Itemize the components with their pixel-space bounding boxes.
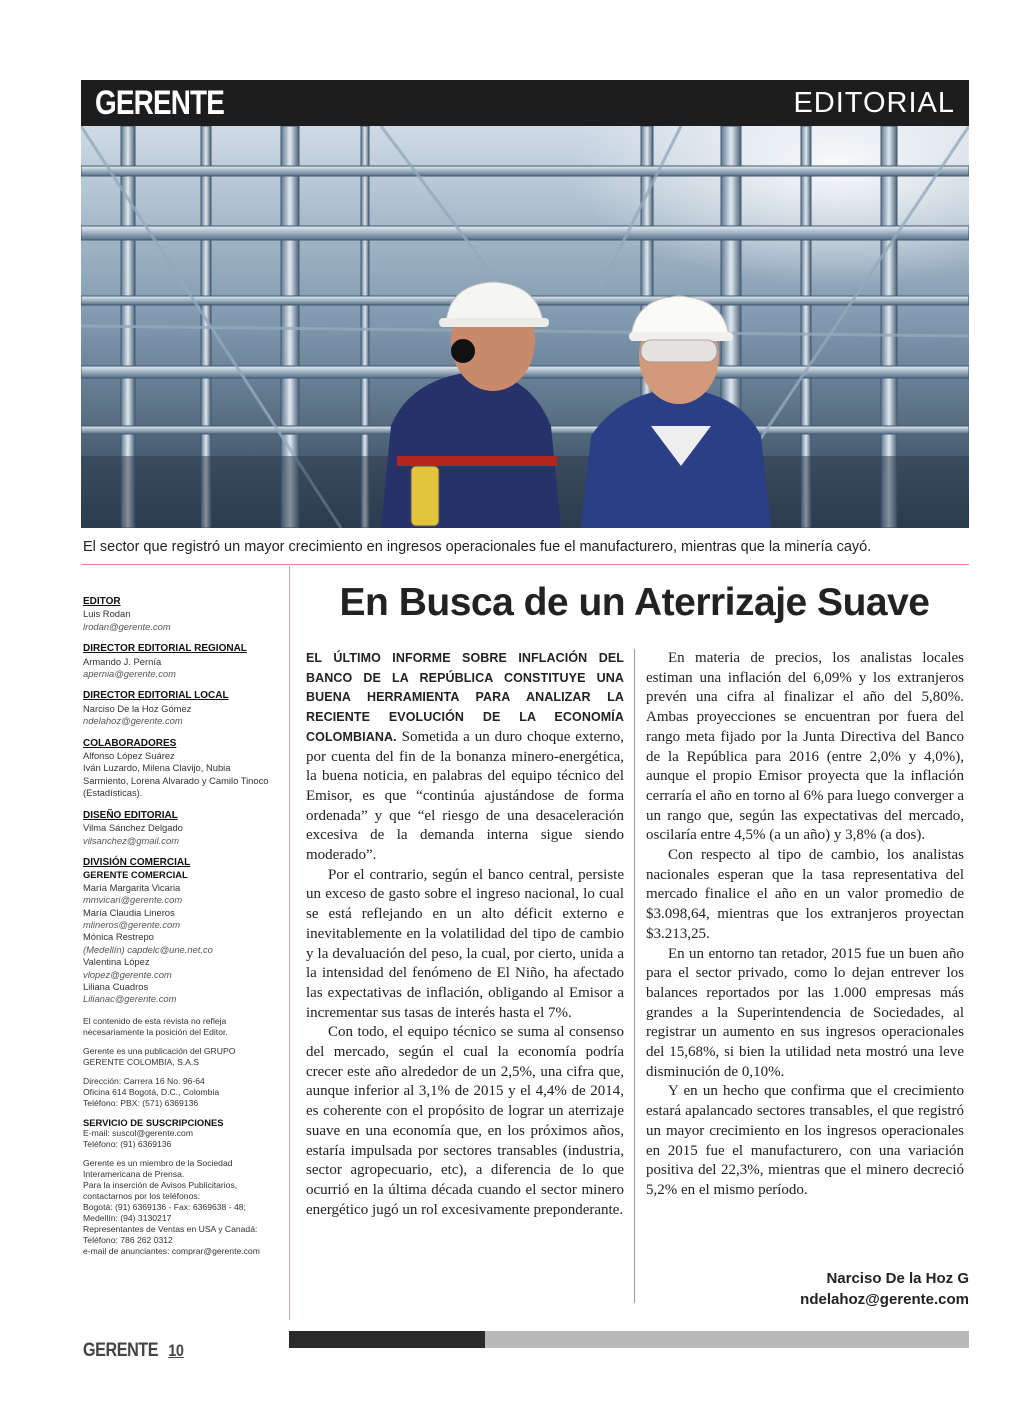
- footer-brand: GERENTE: [83, 1340, 159, 1361]
- colaboradores-line1: Alfonso López Suárez: [83, 750, 175, 762]
- article-paragraph-4: En materia de precios, los analistas locales estiman una inflación del 6,09% y los extranjeros prevén una cifra al finalizar el año del 5,80%. Ambas proyecciones se encuentran por fuera del rango meta fijado por la Junta Directiva del Banco de la República para 2016 (entre 2,0% y 4,0%), aunque el propio Emisor proyecta que la inflación cerraría el año en torno al 6% para luego converger a un rango que, según las expectativas del mercado, oscilaría entre 4,5% (a un año) y 3,8% (a dos).: [646, 650, 964, 844]
- masthead-director-regional: [83, 643, 275, 680]
- masthead-editor: [83, 596, 275, 633]
- contact-email: mlineros@gerente.com: [83, 918, 181, 930]
- masthead-diseno: [83, 810, 275, 847]
- suscripciones-phone: Teléfono: (91) 6369136: [83, 1138, 172, 1149]
- page-header: [81, 80, 969, 126]
- photo-caption: El sector que registró un mayor crecimiento en ingresos operacionales fue el manufacturero, mientras que la minería cayó.: [83, 539, 872, 555]
- diseno-name: Vilma Sánchez Delgado: [83, 822, 183, 834]
- publisher: Gerente es una publicación del GRUPO GERENTE COLOMBIA, S.A.S: [83, 1045, 236, 1067]
- colaboradores-heading: COLABORADORES: [83, 737, 177, 749]
- suscripciones-email: E-mail: suscol@gerente.com: [83, 1127, 193, 1138]
- contact-email: (Medellín) capdelc@une.net.co: [83, 943, 213, 955]
- author-signature: [800, 1268, 969, 1310]
- director-local-email: ndelahoz@gerente.com: [83, 715, 183, 727]
- refinery-workers-image: [81, 126, 969, 528]
- author-email: ndelahoz@gerente.com: [800, 1291, 969, 1308]
- masthead-colaboradores: [83, 738, 275, 800]
- column-divider: [634, 649, 635, 1303]
- disclaimer: El contenido de esta revista no refleja necesariamente la posición del Editor.: [83, 1015, 228, 1037]
- member-line: Gerente es un miembro de la Sociedad Interamericana de Prensa.: [83, 1157, 233, 1179]
- article-title: En Busca de un Aterrizaje Suave: [339, 581, 930, 624]
- article-p1-text: Sometida a un duro choque externo, por cuenta del fin de la bonanza minero-energética, la buena noticia, en palabras del equipo técnico del Emisor, es que “continúa ajustándose de forma ordenada” y que “el riesgo de una desaceleración excesiva de la demanda interna sigue siendo moderado”.: [306, 728, 624, 864]
- suscripciones-block: [83, 1117, 275, 1150]
- author-name: Narciso De la Hoz G: [826, 1270, 969, 1287]
- contact-name: Mónica Restrepo: [83, 931, 154, 943]
- article-paragraph-7: Y en un hecho que confirma que el crecimiento estará apalancado sectores transables, el que registró un mayor crecimiento en los ingresos operacionales en 2015 fue el manufacturero, con una variación positiva del 22,3%, mientras que el minero decreció 5,2% en el mismo período.: [646, 1083, 964, 1198]
- member-line: Representantes de Ventas en USA y Canadá:: [83, 1223, 258, 1234]
- member-line: Medellín: (94) 3130217: [83, 1212, 172, 1223]
- article-lead: EL ÚLTIMO INFORME SOBRE INFLACIÓN DEL BANCO DE LA REPÚBLICA CONSTITUYE UNA BUENA HERRAMIENTA PARA ANALIZAR LA RECIENTE EVOLUCIÓN DE LA ECONOMÍA COLOMBIANA.: [306, 651, 624, 744]
- magazine-brand: GERENTE: [95, 84, 225, 122]
- colaboradores-line2: Iván Luzardo, Milena Clavijo, Nubia Sarmiento, Lorena Alvarado y Camilo Tinoco (Estadísticas).: [83, 762, 269, 799]
- comercial-heading: DIVISIÓN COMERCIAL: [83, 856, 191, 868]
- article-paragraph-1: [306, 649, 624, 866]
- address-line: Teléfono: PBX: (571) 6369136: [83, 1097, 199, 1108]
- contact-name: María Margarita Vicaria: [83, 881, 181, 893]
- masthead-director-local: [83, 690, 275, 727]
- diseno-email: vilsanchez@gmail.com: [83, 834, 180, 846]
- masthead-comercial: [83, 857, 275, 1006]
- director-regional-email: apernia@gerente.com: [83, 668, 176, 680]
- masthead-sidebar: [83, 596, 275, 1265]
- member-block: [83, 1158, 275, 1257]
- page-number: 10: [168, 1341, 184, 1360]
- article-paragraph-3: Con todo, el equipo técnico se suma al consenso del mercado, según el cual la economía podría crecer este año alrededor de un 2,5%, una cifra que, aunque inferior al 3,1% de 2015 y el 4,4% de 2014, es coherente con el propósito de lograr un aterrizaje suave en una economía que, en los próximos años, estaría impulsada por sectores transables (industria, sector agropecuario, etc), a diferencia de lo que ocurrió en la última década cuando el sector minero energético jugó un rol excesivamente preponderante.: [306, 1024, 624, 1218]
- footer-bar-dark: [289, 1331, 485, 1348]
- director-local-heading: DIRECTOR EDITORIAL LOCAL: [83, 690, 229, 702]
- footer-bar-light: [485, 1331, 969, 1348]
- contact-email: Lilianac@gerente.com: [83, 993, 177, 1005]
- article-column-2: [646, 649, 964, 1201]
- contact-name: Valentina López: [83, 956, 150, 968]
- sidebar-divider: [289, 566, 290, 1320]
- member-line: Bogotá: (91) 6369136 - Fax: 6369638 - 48;: [83, 1201, 246, 1212]
- article-photo: [81, 126, 969, 528]
- article-paragraph-6: En un entorno tan retador, 2015 fue un buen año para el sector privado, como lo dejan entrever los balances reportados por las 1.000 empresas más grandes a la Superintendencia de Sociedades, al registrar un aumento en sus ingresos operacionales del 15,68%, si bien la utilidad neta mostró una leve disminución de 0,10%.: [646, 945, 964, 1080]
- editor-heading: EDITOR: [83, 596, 121, 607]
- member-line: Para la inserción de Avisos Publicitarios, contactarnos por los teléfonos:: [83, 1179, 238, 1201]
- page-footer: [83, 1340, 184, 1362]
- article-column-1: [306, 649, 624, 1220]
- member-line: Teléfono: 786 262 0312: [83, 1234, 173, 1245]
- diseno-heading: DISEÑO EDITORIAL: [83, 809, 178, 821]
- director-regional-name: Armando J. Pernía: [83, 655, 162, 667]
- director-local-name: Narciso De la Hoz Gómez: [83, 702, 192, 714]
- caption-divider: [81, 564, 969, 565]
- address-line: Oficina 614 Bogotá, D.C., Colombia: [83, 1086, 220, 1097]
- editor-email: lrodan@gerente.com: [83, 620, 171, 632]
- member-line: e-mail de anunciantes: comprar@gerente.com: [83, 1245, 260, 1256]
- article-paragraph-5: Con respecto al tipo de cambio, los analistas nacionales esperan que la tasa representativa del mercado finalice el año en un valor promedio de $3.098,64, mientras que los extranjeros proyectan $3.213,25.: [646, 847, 964, 942]
- comercial-subheading: GERENTE COMERCIAL: [83, 869, 188, 881]
- editor-name: Luis Rodan: [83, 608, 131, 620]
- contact-name: María Claudia Lineros: [83, 906, 175, 918]
- contact-email: vlopez@gerente.com: [83, 968, 172, 980]
- suscripciones-heading: SERVICIO DE SUSCRIPCIONES: [83, 1116, 224, 1128]
- article-paragraph-2: Por el contrario, según el banco central, persiste un exceso de gasto sobre el ingreso nacional, lo cual se está reflejando en un alto déficit externo e inevitablemente en la volatilidad del tipo de cambio y la devaluación del peso, la cual, por cierto, unida a la intensidad del fenómeno de El Niño, ha afectado las expectativas de inflación, obligando al Emisor a incrementar sus tasas de interés hasta el 7%.: [306, 866, 624, 1021]
- director-regional-heading: DIRECTOR EDITORIAL REGIONAL: [83, 643, 247, 655]
- section-label: EDITORIAL: [793, 87, 955, 119]
- address-line: Dirección: Carrera 16 No. 96-64: [83, 1075, 205, 1086]
- contact-name: Liliana Cuadros: [83, 980, 149, 992]
- address-block: [83, 1076, 275, 1109]
- contact-email: mmvicari@gerente.com: [83, 894, 183, 906]
